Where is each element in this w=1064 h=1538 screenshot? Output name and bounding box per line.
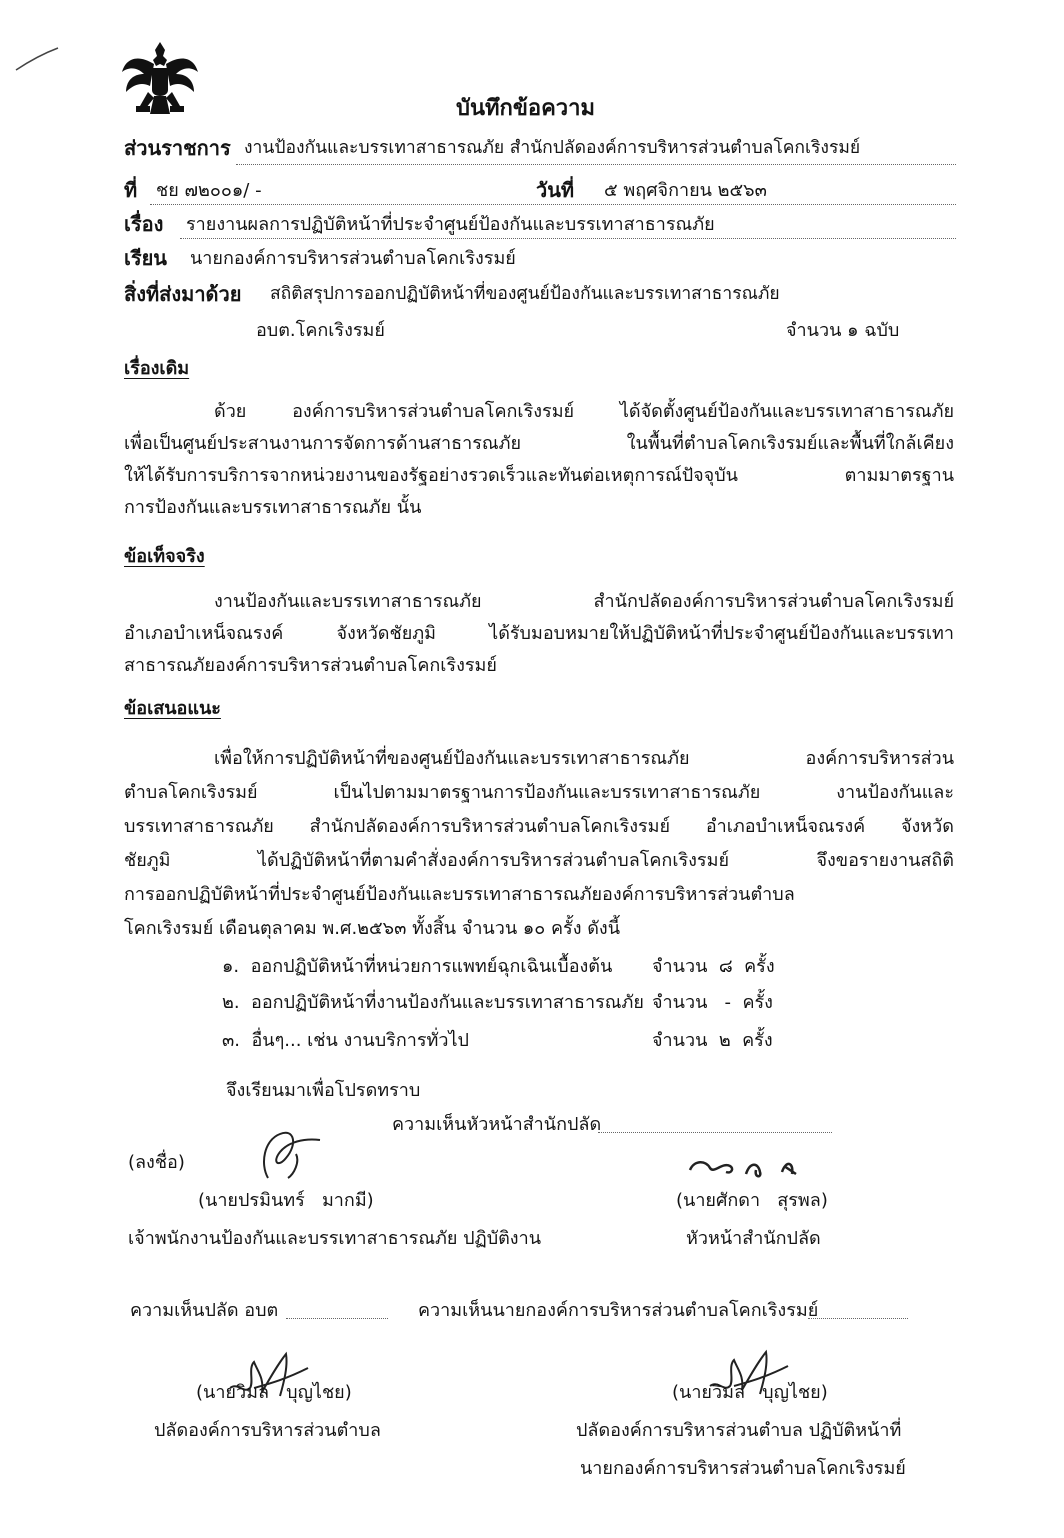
head-opinion-label: ความเห็นหัวหน้าสำนักปลัด xyxy=(392,1114,602,1135)
signer4-name: (นายวิมล บุญไชย) xyxy=(672,1382,828,1403)
deputy-opinion-dotline xyxy=(286,1318,388,1319)
paragraph-line: อำเภอบำเหน็จณรงค์ จังหวัดชัยภูมิ ได้รับมอบหมายให้ปฏิบัติหน้าที่ประจำศูนย์ป้องกันและบรรเทา xyxy=(124,623,954,644)
paragraph-line: โคกเริงรมย์ เดือนตุลาคม พ.ศ.๒๕๖๓ ทั้งสิ้น จำนวน ๑๐ ครั้ง ดังนี้ xyxy=(124,918,621,939)
memo-title: บันทึกข้อความ xyxy=(456,96,596,121)
item-2-text: ๒. ออกปฏิบัติหน้าที่งานป้องกันและบรรเทาสาธารณภัย xyxy=(222,992,644,1013)
signer1-position: เจ้าพนักงานป้องกันและบรรเทาสาธารณภัย ปฏิบัติงาน xyxy=(128,1228,542,1249)
paragraph-line: ด้วย องค์การบริหารส่วนตำบลโคกเริงรมย์ ได้จัดตั้งศูนย์ป้องกันและบรรเทาสาธารณภัย xyxy=(214,401,954,422)
item-3-text: ๓. อื่นๆ... เช่น งานบริการทั่วไป xyxy=(222,1030,469,1051)
agency-dotline xyxy=(236,164,956,165)
mayor-opinion-label: ความเห็นนายกองค์การบริหารส่วนตำบลโคกเริงรมย์ xyxy=(418,1300,819,1321)
signature-2 xyxy=(686,1152,806,1185)
paragraph-line: การออกปฏิบัติหน้าที่ประจำศูนย์ป้องกันและบรรเทาสาธารณภัยองค์การบริหารส่วนตำบล xyxy=(124,884,795,905)
date-label: วันที่ xyxy=(536,178,575,202)
paragraph-line: บรรเทาสาธารณภัย สำนักปลัดองค์การบริหารส่วนตำบลโคกเริงรมย์ อำเภอบำเหน็จณรงค์ จังหวัด xyxy=(124,816,954,837)
enclosure-line2: อบต.โคกเริงรมย์ xyxy=(256,320,385,341)
ref-label: ที่ xyxy=(124,178,138,202)
agency-value: งานป้องกันและบรรเทาสาธารณภัย สำนักปลัดองค์การบริหารส่วนตำบลโคกเริงรมย์ xyxy=(244,138,861,158)
mayor-opinion-dotline xyxy=(808,1318,908,1319)
signer3-position: ปลัดองค์การบริหารส่วนตำบล xyxy=(154,1420,381,1441)
to-value: นายกองค์การบริหารส่วนตำบลโคกเริงรมย์ xyxy=(190,248,516,269)
paragraph-line: สาธารณภัยองค์การบริหารส่วนตำบลโคกเริงรมย์ xyxy=(124,655,497,676)
proposal-heading: ข้อเสนอแนะ xyxy=(124,698,221,719)
sign-prefix: (ลงชื่อ) xyxy=(128,1152,185,1173)
date-value: ๕ พฤศจิกายน ๒๕๖๓ xyxy=(604,180,767,201)
signer2-position: หัวหน้าสำนักปลัด xyxy=(686,1228,821,1249)
signer4-position-line1: ปลัดองค์การบริหารส่วนตำบล ปฏิบัติหน้าที่ xyxy=(576,1420,902,1441)
signer4-position-line2: นายกองค์การบริหารส่วนตำบลโคกเริงรมย์ xyxy=(580,1458,906,1479)
item-2-count: จำนวน - ครั้ง xyxy=(652,992,773,1013)
head-opinion-dotline xyxy=(598,1132,832,1133)
facts-paragraph xyxy=(124,586,954,682)
enclosure-label: สิ่งที่ส่งมาด้วย xyxy=(124,282,242,306)
to-label: เรียน xyxy=(124,246,167,270)
item-1-text: ๑. ออกปฏิบัติหน้าที่หน่วยการแพทย์ฉุกเฉินเบื้องต้น xyxy=(222,956,613,977)
ref-dotline xyxy=(150,204,956,205)
signer1-name: (นายปรมินทร์ มากมี) xyxy=(198,1190,374,1211)
enclosure-line1: สถิติสรุปการออกปฏิบัติหน้าที่ของศูนย์ป้องกันและบรรเทาสาธารณภัย xyxy=(270,284,780,304)
paragraph-line: ชัยภูมิ ได้ปฏิบัติหน้าที่ตามคำสั่งองค์การบริหารส่วนตำบลโคกเริงรมย์ จึงขอรายงานสถิติ xyxy=(124,850,954,871)
item-3-count: จำนวน ๒ ครั้ง xyxy=(652,1030,773,1051)
background-paragraph xyxy=(124,396,954,524)
paragraph-line: ตำบลโคกเริงรมย์ เป็นไปตามมาตรฐานการป้องกันและบรรเทาสาธารณภัย งานป้องกันและ xyxy=(124,782,954,803)
facts-heading: ข้อเท็จจริง xyxy=(124,546,205,567)
garuda-emblem xyxy=(118,36,202,125)
subject-label: เรื่อง xyxy=(124,212,164,236)
proposal-paragraph xyxy=(124,742,954,946)
subject-value: รายงานผลการปฏิบัติหน้าที่ประจำศูนย์ป้องกันและบรรเทาสาธารณภัย xyxy=(186,214,715,235)
subject-dotline xyxy=(180,238,956,239)
paragraph-line: การป้องกันและบรรเทาสาธารณภัย นั้น xyxy=(124,497,422,518)
paragraph-line: งานป้องกันและบรรเทาสาธารณภัย สำนักปลัดองค์การบริหารส่วนตำบลโคกเริงรมย์ xyxy=(214,591,954,612)
signer3-name: (นายวิมล บุญไชย) xyxy=(196,1382,352,1403)
paragraph-line: เพื่อให้การปฏิบัติหน้าที่ของศูนย์ป้องกันและบรรเทาสาธารณภัย องค์การบริหารส่วน xyxy=(214,748,954,769)
agency-label: ส่วนราชการ xyxy=(124,136,231,160)
signer2-name: (นายศักดา สุรพล) xyxy=(676,1190,828,1211)
signature-1 xyxy=(250,1124,330,1187)
pen-mark xyxy=(14,44,64,77)
closing-text: จึงเรียนมาเพื่อโปรดทราบ xyxy=(226,1080,421,1101)
item-1-count: จำนวน ๘ ครั้ง xyxy=(652,956,775,977)
enclosure-count: จำนวน ๑ ฉบับ xyxy=(786,320,900,341)
ref-value: ชย ๗๒๐๐๑/ - xyxy=(156,180,262,201)
background-heading: เรื่องเดิม xyxy=(124,358,190,379)
paragraph-line: ให้ได้รับการบริการจากหน่วยงานของรัฐอย่างรวดเร็วและทันต่อเหตุการณ์ปัจจุบัน ตามมาตรฐาน xyxy=(124,465,954,486)
deputy-opinion-label: ความเห็นปลัด อบต xyxy=(130,1300,279,1321)
paragraph-line: เพื่อเป็นศูนย์ประสานงานการจัดการด้านสาธารณภัย ในพื้นที่ตำบลโคกเริงรมย์และพื้นที่ใกล้เคียง xyxy=(124,433,954,454)
